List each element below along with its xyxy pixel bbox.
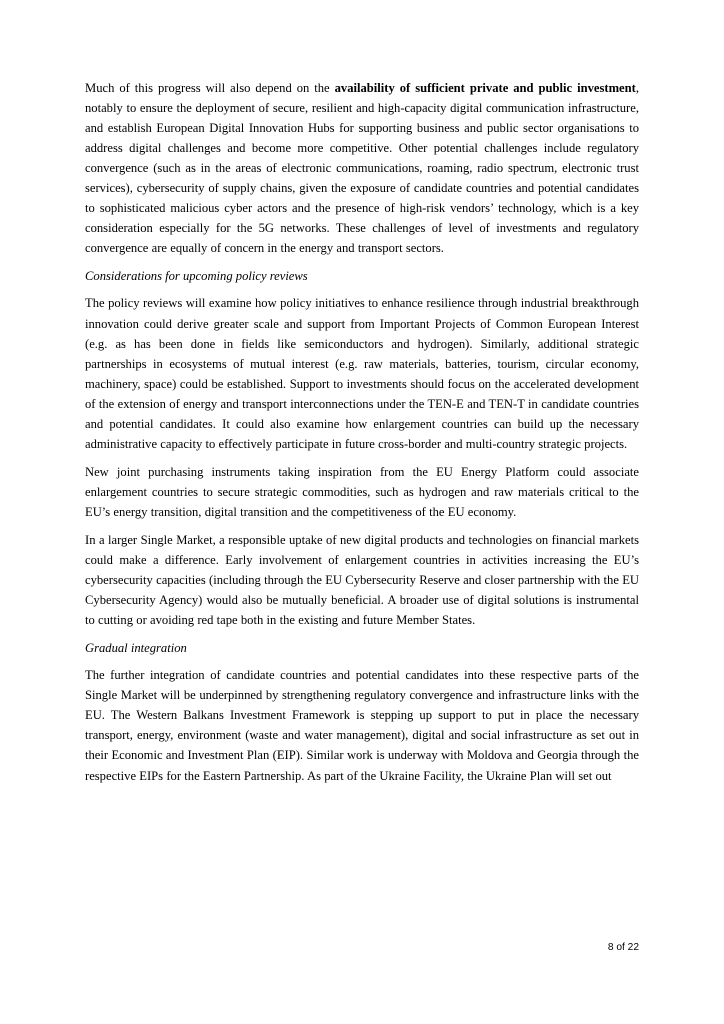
paragraph-further-integration: The further integration of candidate countries and potential candidates into these respective parts of the Single Market will be underpinned by strengthening regulatory convergence and infrastructure links with the EU. The Western Balkans Investment Framework is stepping up support to put in place the necessary transport, energy, environment (waste and water management), digital and social infrastructure as set out in their Economic and Investment Plan (EIP). Similar work is underway with Moldova and Georgia through the respective EIPs for the Eastern Partnership. As part of the Ukraine Facility, the Ukraine Plan will set out (85, 668, 639, 783)
heading-gradual-integration: Gradual integration (85, 641, 187, 656)
paragraph-single-market-digital: In a larger Single Market, a responsible uptake of new digital products and technologies on financial markets could make a difference. Early involvement of enlargement countries in activities increasing the EU’s cybersecurity capacities (including through the EU Cybersecurity Reserve and closer partnership with the EU Cybersecurity Agency) would also be mutually beneficial. A broader use of digital solutions is instrumental to cutting or avoiding red tape both in the existing and future Member States. (85, 532, 639, 628)
heading-considerations-policy-reviews: Considerations for upcoming policy reviews (85, 269, 308, 284)
paragraph-joint-purchasing: New joint purchasing instruments taking inspiration from the EU Energy Platform could associate enlargement countries to secure strategic commodities, such as hydrogen and raw materials critical to the EU’s energy transition, digital transition and the competitiveness of the EU economy. (85, 464, 639, 519)
paragraph-policy-reviews: The policy reviews will examine how policy initiatives to enhance resilience through industrial breakthrough innovation could derive greater scale and support from Important Projects of Common European Interest (e.g. as has been done in fields like semiconductors and hydrogen). Similarly, additional strategic partnerships in ecosystems of mutual interest (e.g. raw materials, batteries, tourism, circular economy, machinery, space) could be established. Support to investments should focus on the accelerated development of the extension of energy and transport interconnections under the TEN-E and TEN-T in candidate countries and potential candidates. It could also examine how enlargement countries can build up the necessary administrative capacity to effectively participate in future cross-border and multi-country strategic projects. (85, 296, 639, 451)
page-number-footer: 8 of 22 (607, 942, 639, 953)
paragraph-lead-text: Much of this progress will also depend on the (85, 81, 335, 95)
paragraph-progress-investment (85, 78, 639, 258)
document-body (85, 78, 639, 786)
emphasis-availability-investment: availability of sufficient private and public investment (334, 81, 636, 95)
paragraph-tail-text: , notably to ensure the deployment of secure, resilient and high-capacity digital communication infrastructure, and establish European Digital Innovation Hubs for supporting business and public sector organisations to address digital challenges and become more competitive. Other potential challenges include regulatory convergence (such as in the areas of electronic communications, roaming, radio spectrum, electronic trust services), cybersecurity of supply chains, given the exposure of candidate countries and potential candidates to sophisticated malicious cyber actors and the presence of high-risk vendors’ technology, which is a key consideration especially for the 5G networks. These challenges of level of investments and regulatory convergence are equally of concern in the energy and transport sectors. (85, 81, 639, 256)
